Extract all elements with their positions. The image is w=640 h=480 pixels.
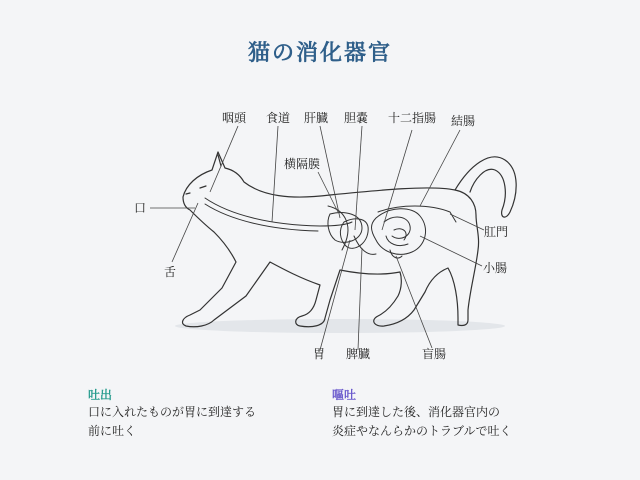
leader-tongue <box>172 203 198 262</box>
leader-esophagus <box>272 126 278 222</box>
label-stomach: 胃 <box>313 347 326 361</box>
cat-nose <box>186 193 190 194</box>
label-duodenum: 十二指腸 <box>388 111 437 125</box>
leader-colon <box>420 130 460 206</box>
cat-tail <box>455 157 516 217</box>
label-mouth: 口 <box>134 201 147 215</box>
leader-cecum <box>396 256 432 348</box>
intestine-shape <box>372 209 426 255</box>
esophagus-tube <box>205 198 352 226</box>
label-colon: 結腸 <box>451 114 476 128</box>
note-left-line1: 口に入れたものが胃に到達する <box>88 405 257 419</box>
label-diaphragm: 横隔膜 <box>284 157 321 171</box>
label-cecum: 盲腸 <box>422 347 447 361</box>
cat-outline <box>183 152 479 327</box>
leader-duodenum <box>382 130 412 230</box>
label-esophagus: 食道 <box>266 111 291 125</box>
note-left-title: 吐出 <box>88 388 113 402</box>
ground-shadow <box>175 319 505 333</box>
note-right-line1: 胃に到達した後、消化器官内の <box>332 405 501 419</box>
colon-shape <box>378 206 456 222</box>
leader-pharynx <box>210 126 238 192</box>
leader-liver <box>320 126 340 218</box>
label-anus: 肛門 <box>484 225 509 239</box>
stomach-shape <box>340 219 368 249</box>
note-left-line2: 前に吐く <box>88 424 137 438</box>
label-spleen: 脾臓 <box>346 347 371 361</box>
leader-spleen <box>358 248 362 350</box>
spleen-shape <box>354 236 376 254</box>
note-right-line2: 炎症やなんらかのトラブルで吐く <box>332 424 512 438</box>
note-left-body <box>88 403 256 441</box>
leader-gallbladder <box>355 126 362 230</box>
label-tongue: 舌 <box>164 265 177 279</box>
note-right-body <box>332 403 512 441</box>
label-gallbladder: 胆嚢 <box>344 111 369 125</box>
page-title: 猫の消化器官 <box>247 41 392 66</box>
label-small-intestine: 小腸 <box>483 261 508 275</box>
leader-stomach <box>320 240 350 350</box>
label-pharynx: 咽頭 <box>222 111 247 125</box>
cat-eye <box>200 186 206 188</box>
label-liver: 肝臓 <box>304 111 329 125</box>
leader-small-intestine <box>420 236 482 266</box>
note-right-title: 嘔吐 <box>332 388 357 402</box>
leader-anus <box>450 214 484 230</box>
